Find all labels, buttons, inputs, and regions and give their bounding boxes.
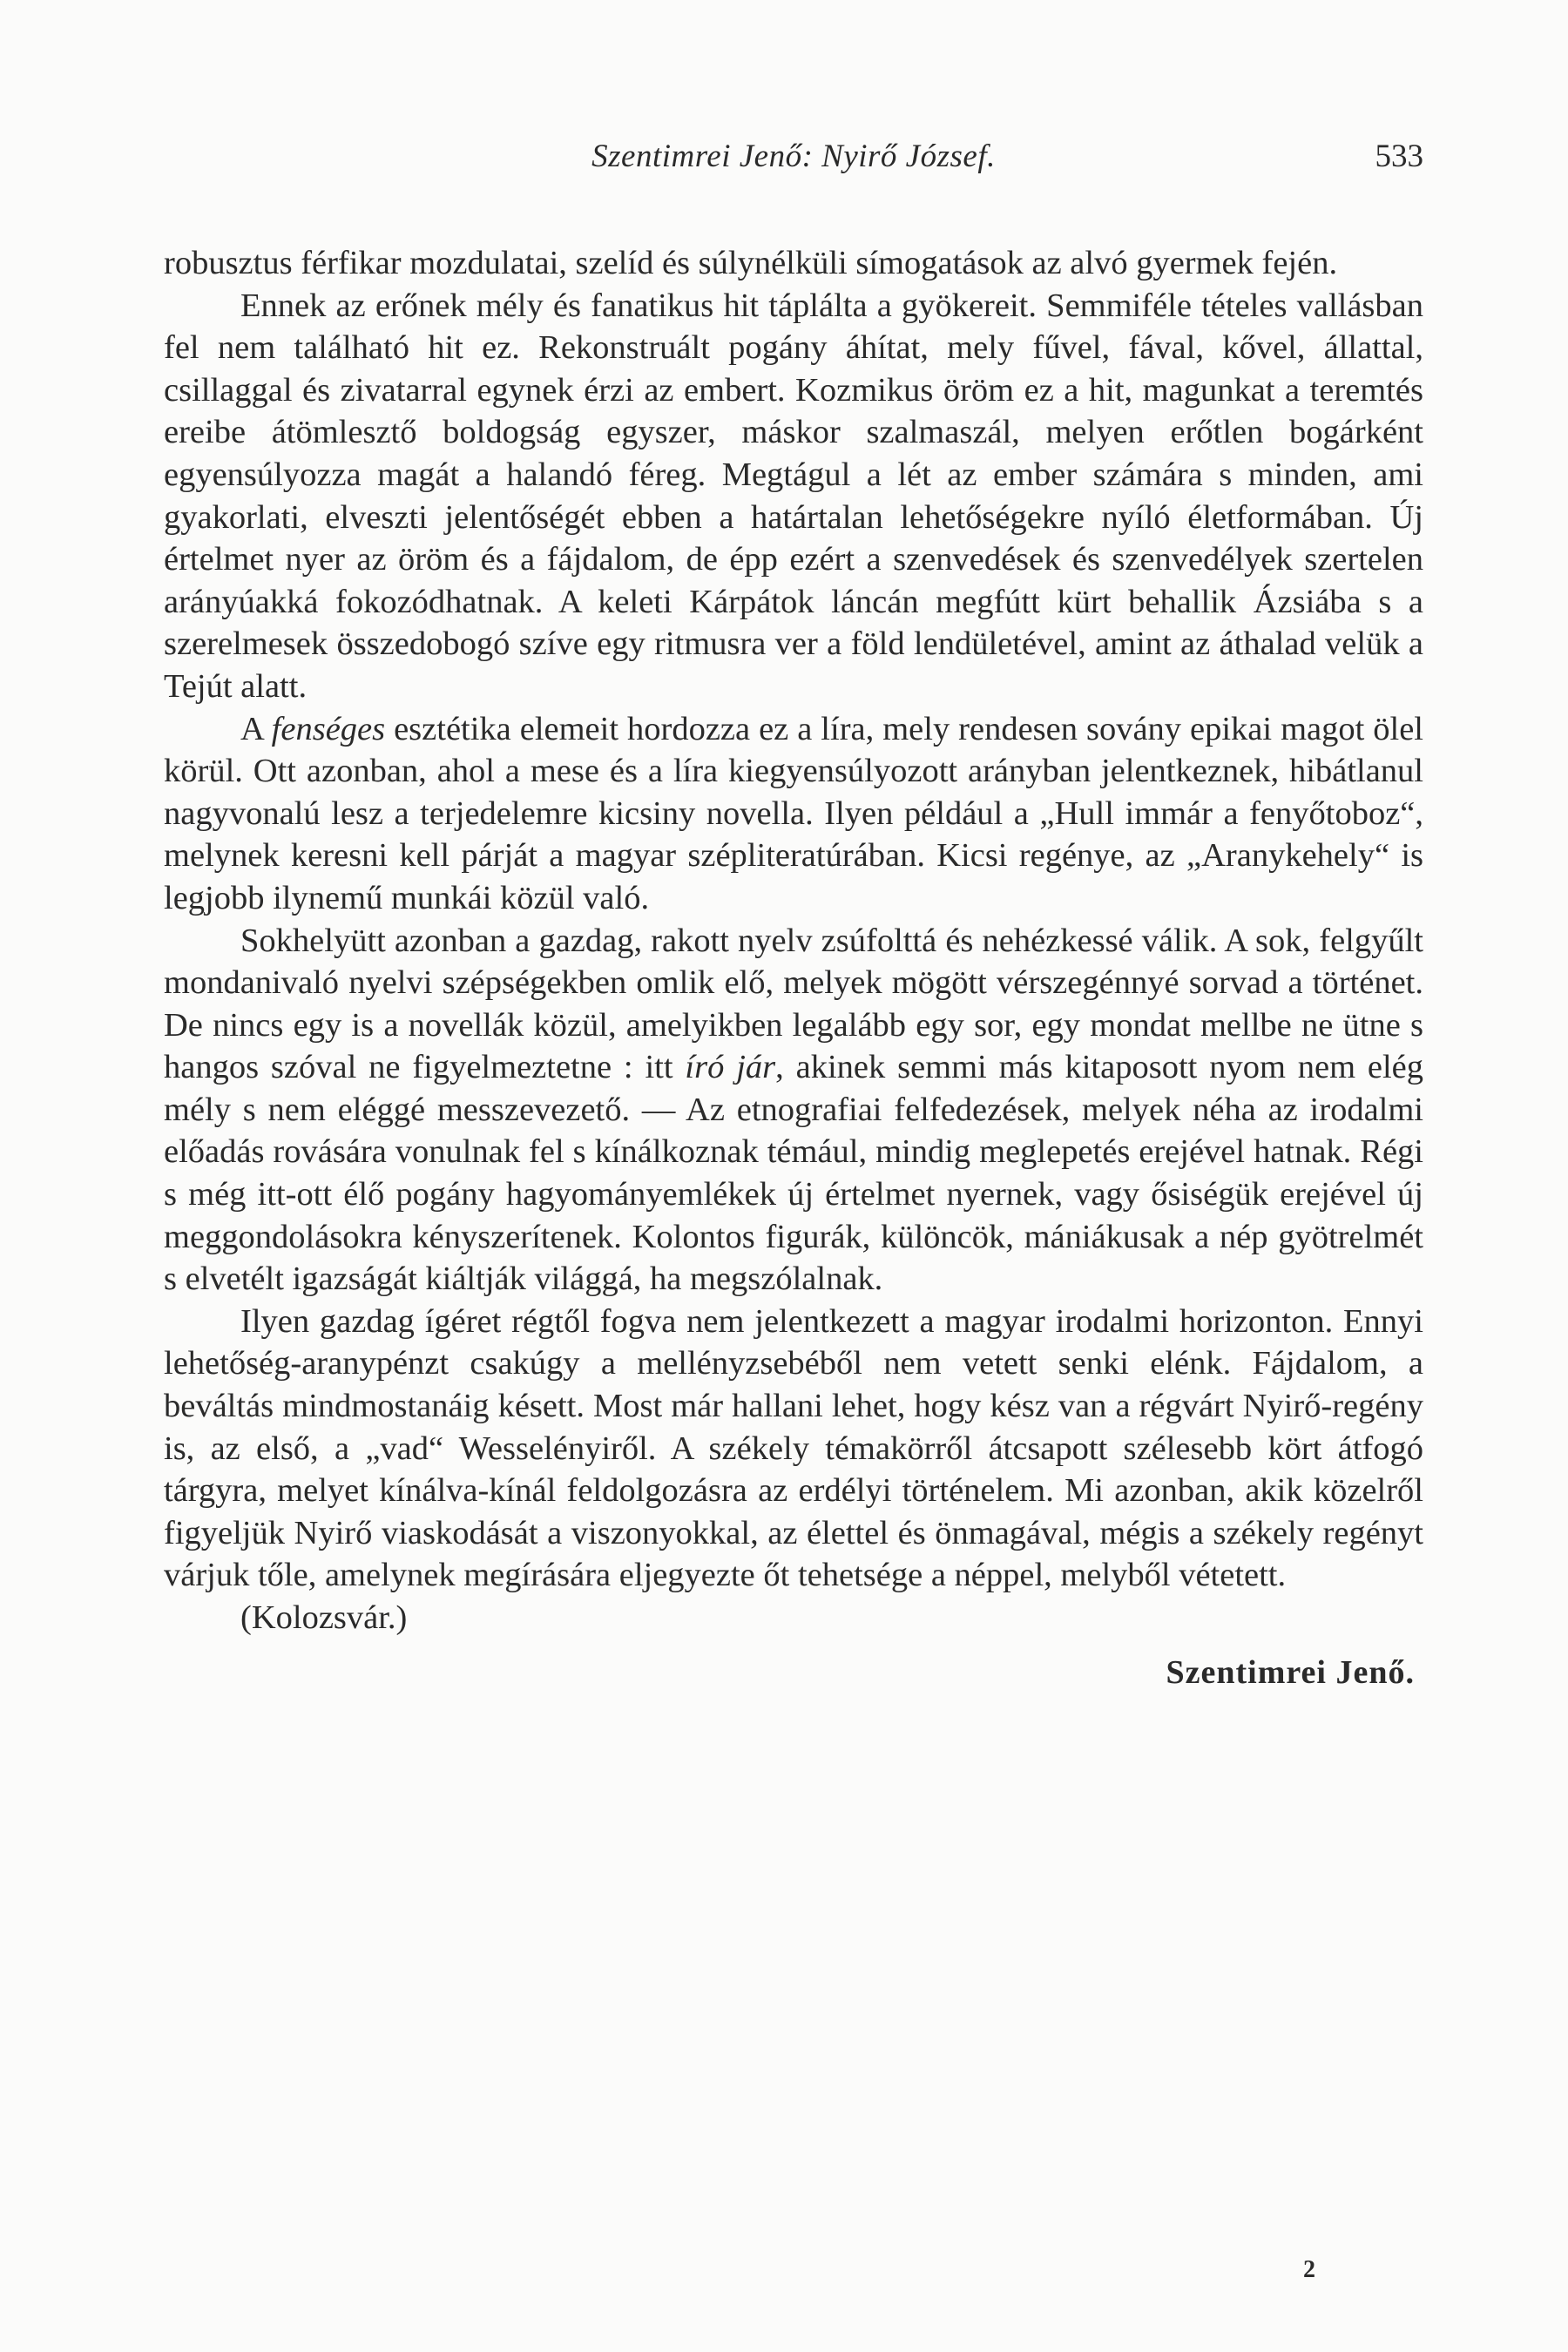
paragraph-text: Sokhelyütt azonban a gazdag, rakott nyelv zsúfolttá és nehézkessé válik. A sok, felgyűlt mondanivaló nyelvi szépségekben omlik elő, melyek mögött vérszegénnyé sorvad a történet. De nincs egy is a novellák közül, amelyikben legalább egy sor, egy mondat mellbe ne ütne s hangos szóval ne figyelmeztetne : itt bbox=[164, 922, 1423, 1086]
location-note: (Kolozsvár.) bbox=[240, 1599, 408, 1636]
page-content bbox=[164, 131, 1423, 1692]
running-title-subject: Nyirő József. bbox=[821, 139, 996, 174]
paragraph-text: esztétika elemeit hordozza ez a líra, mely rendesen sovány epikai magot ölel körül. Ott azonban, ahol a mese és a líra kiegyensúlyozott arányban jelentkeznek, hibátlanul nagyvonalú lesz a terjedelemre kicsiny novella. Ilyen például a „Hull immár a fenyőtoboz“, melynek keresni kell párját a magyar szépliteratúrában. Kicsi regénye, az „Aranykehely“ is legjobb ilynemű munkái közül való. bbox=[164, 710, 1424, 916]
emphasized-text: fenséges bbox=[271, 710, 386, 747]
paragraph-text: , akinek semmi más kitaposott nyom nem elég mély s nem eléggé messzevezető. — Az etnografiai felfedezések, melyek néha az irodalmi előadás rovására vonulnak fel s kínálkoznak témául, mindig meglepetés erejével hatnak. Régi s még itt-ott élő pogány hagyományemlékek új értelmet nyernek, vagy ősiségük erejével új meggondolásokra kényszerítenek. Kolontos figurák, különcök, mániákusak a nép gyötrelmét s elvetélt igazságát kiáltják világgá, ha megszólalnak. bbox=[164, 1049, 1424, 1298]
paragraph bbox=[164, 708, 1423, 920]
running-title bbox=[164, 131, 1423, 183]
paragraph: Ennek az erőnek mély és fanatikus hit táplálta a gyökereit. Semmiféle tételes vallásban fel nem található hit ez. Rekonstruált pogány áhítat, mely fűvel, fával, kővel, állattal, csillaggal és zivatarral egynek érzi az embert. Kozmikus öröm ez a hit, magunkat a teremtés ereibe átömlesztő boldogság egyszer, máskor szalmaszál, melyen erőtlen bogárként egyensúlyozza magát a halandó féreg. Megtágul a lét az ember számára s minden, ami gyakorlati, elveszti jelentőségét ebben a határtalan lehetőségekre nyíló életformában. Új értelmet nyer az öröm és a fájdalom, de épp ezért a szenvedések és szenvedélyek szertelen arányúakká fokozódhatnak. A keleti Kárpátok láncán megfútt kürt behallik Ázsiába s a szerelmesek összedobogó szíve egy ritmusra ver a föld lendületével, amint az áthalad velük a Tejút alatt. bbox=[164, 287, 1423, 705]
paragraph-text: A bbox=[240, 710, 272, 747]
paragraph bbox=[164, 920, 1423, 1301]
running-header bbox=[164, 131, 1423, 183]
paragraph: robusztus férfikar mozdulatai, szelíd és súlynélküli símogatások az alvó gyermek fején. bbox=[164, 245, 1338, 281]
emphasized-text: író jár bbox=[685, 1049, 776, 1086]
sheet-number: 2 bbox=[1303, 2256, 1315, 2283]
article-body bbox=[164, 242, 1423, 1597]
author-signature: Szentimrei Jenő. bbox=[1166, 1653, 1415, 1691]
running-title-separator: : bbox=[801, 139, 822, 174]
page-number: 533 bbox=[1375, 139, 1423, 174]
paragraph: Ilyen gazdag ígéret régtől fogva nem jelentkezett a magyar irodalmi horizonton. Ennyi lehetőség-aranypénzt csakúgy a mellényzsebéből nem vetett senki elénk. Fájdalom, a beváltás mindmostanáig késett. Most már hallani lehet, hogy kész van a régvárt Nyirő-regény is, az első, a „vad“ Wesselényiről. A székely témakörről átcsapott szélesebb kört átfogó tárgyra, melyet kínálva-kínál feldolgozásra az erdélyi történelem. Mi azonban, akik közelről figyeljük Nyirő viaskodását a viszonyokkal, az élettel és önmagával, mégis a székely regényt várjuk tőle, amelynek megírására eljegyezte őt tehetsége a néppel, melyből vétetett. bbox=[164, 1302, 1423, 1594]
running-title-author: Szentimrei Jenő bbox=[591, 139, 802, 174]
